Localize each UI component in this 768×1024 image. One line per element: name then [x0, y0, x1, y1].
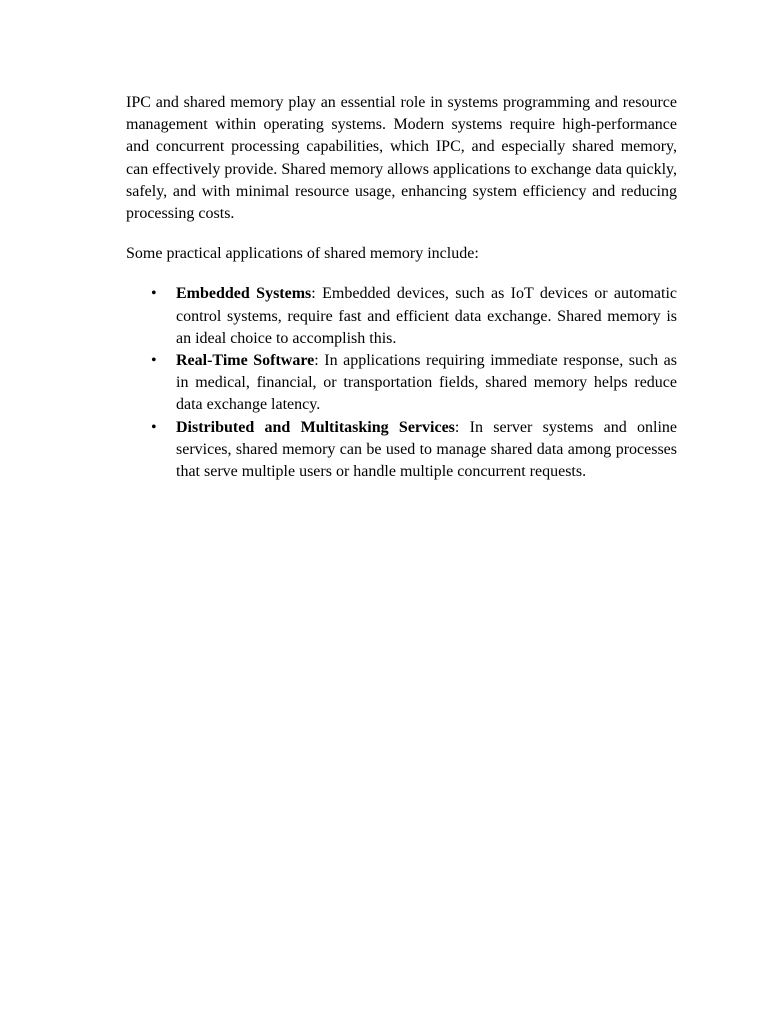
term-label: Real-Time Software	[176, 352, 315, 370]
term-description: : Embedded devices, such as IoT devices or automatic control systems, require fast and efficient data exchange. Shared memory is an ideal choice to accomplish this.	[176, 285, 678, 347]
list-item-distributed-services	[126, 417, 677, 484]
bullet-icon: •	[151, 418, 157, 436]
list-item-embedded-systems	[126, 283, 677, 350]
term-label: Distributed and Multitasking Services	[176, 418, 455, 436]
term-description: : In server systems and online services, shared memory can be used to manage shared data among processes that serve multiple users or handle multiple concurrent requests.	[176, 418, 678, 481]
term-label: Embedded Systems	[176, 285, 312, 303]
list-lead-paragraph: Some practical applications of shared memory include:	[126, 245, 479, 263]
document-page	[126, 92, 677, 483]
bullet-icon: •	[151, 285, 157, 303]
term-description: : In applications requiring immediate response, such as in medical, financial, or transportation fields, shared memory helps reduce data exchange latency.	[176, 352, 677, 414]
applications-list	[126, 283, 677, 483]
bullet-icon: •	[151, 352, 157, 370]
intro-paragraph: IPC and shared memory play an essential role in systems programming and resource management within operating systems. Modern systems require high-performance and concurrent processing capabilities, which IPC, and especially shared memory, can effectively provide. Shared memory allows applications to exchange data quickly, safely, and with minimal resource usage, enhancing system efficiency and reducing processing costs.	[126, 94, 677, 223]
list-item-real-time-software	[126, 350, 677, 417]
